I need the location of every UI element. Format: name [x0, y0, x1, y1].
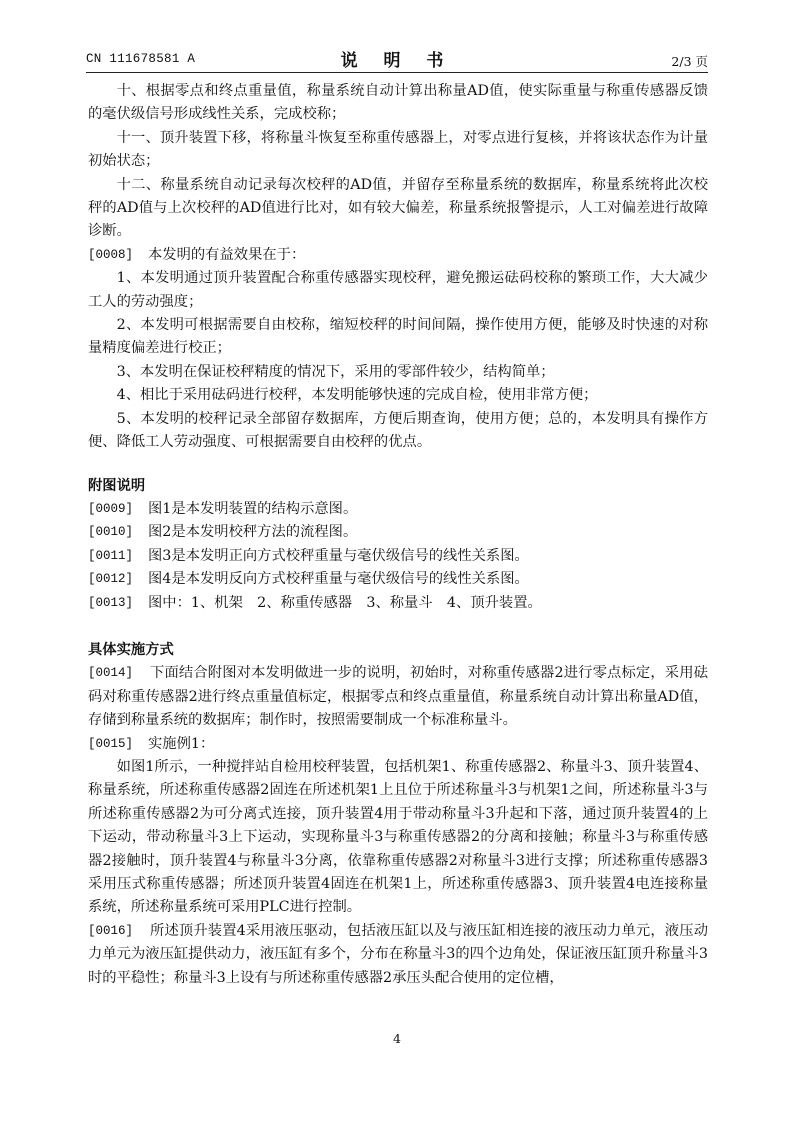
example-1-body: 如图1所示，一种搅拌站自检用校秤装置，包括机架1、称重传感器2、称量斗3、顶升装置4、称量系统，所述称重传感器2固连在所述机架1上且位于所述称量斗3与机架1之间，所述称量斗3与所述称重传感器2为可分离式连接，顶升装置4用于带动称量斗3升起和下落，通过顶升装置4的上下运动，带动称量斗3上下运动，实现称量斗3与称重传感器2的分离和接触；称量斗3与称重传感器2接触时，顶升装置4与称量斗3分离，依靠称重传感器2对称量斗3进行支撑；所述称重传感器3采用压式称重传感器；所述顶升装置4固连在机架1上，所述称重传感器3、顶升装置4电连接称量系统，所述称量系统可采用PLC进行控制。 — [88, 758, 708, 916]
paragraph-text: 图2是本发明校秤方法的流程图。 — [148, 524, 358, 541]
paragraph-text: 所述顶升装置4采用液压驱动，包括液压缸以及与液压缸相连接的液压动力单元，液压动力单元为液压缸提供动力，液压缸有多个，分布在称量斗3的四个边角处，保证液压缸顶升称量斗3时的平稳性；称量斗3上设有与所述称重传感器2承压头配合使用的定位槽， — [88, 922, 708, 986]
paragraph-text: 图4是本发明反向方式校秤重量与毫伏级信号的线性关系图。 — [148, 571, 529, 588]
paragraph-0012 — [88, 568, 708, 591]
paragraph-text: 图3是本发明正向方式校秤重量与毫伏级信号的线性关系图。 — [148, 547, 529, 564]
paragraph-text: 图中：1、机架 2、称重传感器 3、称量斗 4、顶升装置。 — [148, 594, 542, 611]
paragraph-0011 — [88, 545, 708, 568]
paragraph-0009 — [88, 498, 708, 521]
paragraph-number: [0012] — [88, 572, 134, 587]
paragraph-0015 — [88, 733, 708, 756]
benefit-2: 2、本发明可根据需要自由校称，缩短校秤的时间间隔，操作使用方便，能够及时快速的对称量精度偏差进行校正； — [88, 317, 708, 357]
section-heading-figures: 附图说明 — [88, 477, 146, 494]
document-body — [88, 80, 708, 990]
paragraph-number: [0011] — [88, 548, 134, 563]
paragraph-number: [0009] — [88, 501, 134, 516]
publication-number: CN 111678581 A — [86, 52, 196, 66]
paragraph-number: [0013] — [88, 595, 134, 610]
paragraph-number: [0008] — [88, 247, 134, 262]
step-eleven: 十一、顶升装置下移，将称量斗恢复至称重传感器上，对零点进行复核，并将该状态作为计量初始状态； — [88, 129, 708, 170]
paragraph-text: 本发明的有益效果在于： — [148, 246, 306, 263]
paragraph-number: [0014] — [88, 666, 134, 681]
page-number: 4 — [393, 1031, 401, 1046]
paragraph-0013 — [88, 592, 708, 615]
benefit-4: 4、相比于采用砝码进行校秤，本发明能够快速的完成自检，使用非常方便； — [116, 387, 598, 404]
page-header — [86, 44, 708, 73]
paragraph-0014 — [88, 662, 708, 732]
paragraph-text: 下面结合附图对本发明做进一步的说明，初始时，对称重传感器2进行零点标定，采用砝码对称重传感器2进行终点重量值标定，根据零点和终点重量值，称量系统自动计算出称量AD值，存储到称量系统的数据库；制作时，按照需要制成一个标准称量斗。 — [88, 665, 708, 729]
step-ten: 十、根据零点和终点重量值，称量系统自动计算出称量AD值，使实际重量与称重传感器反馈的毫伏级信号形成线性关系，完成校称； — [88, 83, 708, 123]
document-title: 说 明 书 — [340, 51, 454, 71]
paragraph-text: 实施例1： — [148, 735, 215, 752]
paragraph-number: [0010] — [88, 525, 134, 540]
paragraph-0010 — [88, 521, 708, 544]
page-info: 2/3 页 — [671, 54, 708, 69]
paragraph-number: [0015] — [88, 736, 134, 751]
section-heading-embodiment: 具体实施方式 — [88, 641, 174, 658]
benefit-1: 1、本发明通过顶升装置配合称重传感器实现校秤，避免搬运砝码校称的繁琐工作，大大减少工人的劳动强度； — [88, 270, 708, 310]
paragraph-0016 — [88, 920, 708, 990]
step-twelve: 十二、称量系统自动记录每次校秤的AD值，并留存至称量系统的数据库，称量系统将此次校秤的AD值与上次校秤的AD值进行比对，如有较大偏差，称量系统报警提示，人工对偏差进行故障诊断。 — [88, 176, 708, 240]
paragraph-0008 — [88, 244, 708, 267]
benefit-5: 5、本发明的校秤记录全部留存数据库，方便后期查询，使用方便；总的，本发明具有操作方便、降低工人劳动强度、可根据需要自由校秤的优点。 — [88, 410, 708, 451]
paragraph-text: 图1是本发明装置的结构示意图。 — [148, 500, 358, 517]
paragraph-number: [0016] — [88, 923, 134, 938]
benefit-3: 3、本发明在保证校秤精度的情况下，采用的零部件较少，结构简单； — [116, 363, 555, 380]
